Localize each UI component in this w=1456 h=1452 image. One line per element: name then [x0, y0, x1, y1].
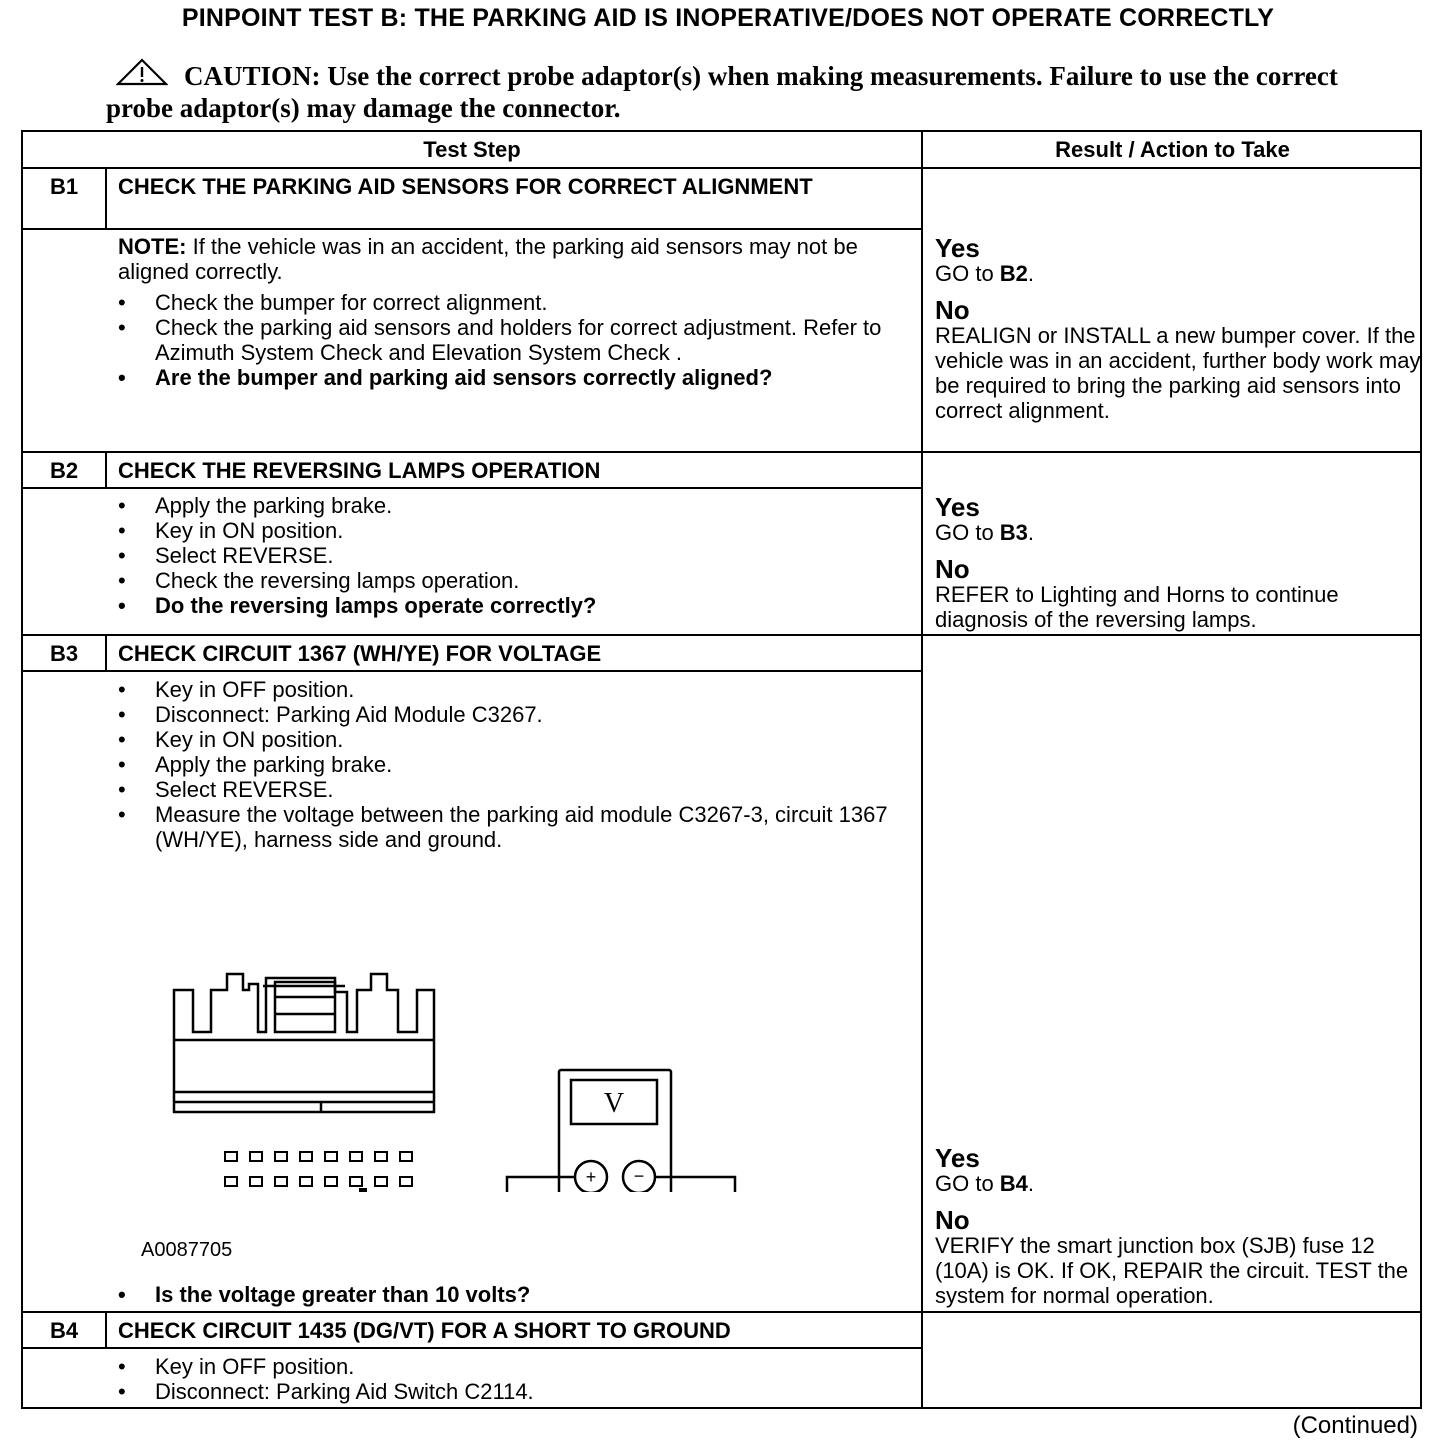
no-action-b1: REALIGN or INSTALL a new bumper cover. If the vehicle was in an accident, further body work may be required to bring the parking aid sensors into correct alignment.: [935, 323, 1421, 423]
meter-label: V: [603, 1088, 625, 1119]
page-title: PINPOINT TEST B: THE PARKING AID IS INOPERATIVE/DOES NOT OPERATE CORRECTLY: [181, 4, 1275, 32]
list-item: • Key in ON position.: [118, 518, 908, 543]
list-item: • Select REVERSE.: [118, 543, 908, 568]
question-b3: • Is the voltage greater than 10 volts?: [118, 1282, 908, 1307]
step-title-b3: CHECK CIRCUIT 1367 (WH/YE) FOR VOLTAGE: [118, 641, 602, 666]
step-title-b4: CHECK CIRCUIT 1435 (DG/VT) FOR A SHORT TO GROUND: [118, 1318, 731, 1343]
list-item: • Apply the parking brake.: [118, 752, 908, 777]
result-b2: Yes GO to B3. No REFER to Lighting and Horns to continue diagnosis of the reversing lamps.: [935, 494, 1421, 632]
list-item: • Key in ON position.: [118, 727, 908, 752]
step-id-b2: B2: [49, 458, 79, 483]
no-label: No: [935, 1205, 970, 1235]
list-item: • Disconnect: Parking Aid Switch C2114.: [118, 1379, 908, 1404]
result-b3: Yes GO to B4. No VERIFY the smart junction box (SJB) fuse 12 (10A) is OK. If OK, REPAIR the circuit. TEST the system for normal operation.: [935, 1145, 1421, 1308]
list-item: • Key in OFF position.: [118, 677, 908, 702]
continued-label: (Continued): [1292, 1412, 1418, 1439]
step-title-b2: CHECK THE REVERSING LAMPS OPERATION: [118, 458, 601, 483]
voltage-measurement-diagram: [163, 952, 783, 1192]
yes-label: Yes: [935, 233, 980, 263]
result-b1: Yes GO to B2. No REALIGN or INSTALL a new bumper cover. If the vehicle was in an accident, further body work may be required to bring the parking aid sensors into correct alignment.: [935, 233, 1421, 423]
yes-label: Yes: [935, 1143, 980, 1173]
list-item: • Check the reversing lamps operation.: [118, 568, 908, 593]
caution-text: CAUTION: Use the correct probe adaptor(s) when making measurements. Failure to use the correct probe adaptor(s) may damage the connector.: [106, 61, 1338, 123]
question-b2: • Do the reversing lamps operate correctly?: [118, 593, 908, 618]
svg-text:−: −: [633, 1166, 645, 1186]
no-action-b3: VERIFY the smart junction box (SJB) fuse 12 (10A) is OK. If OK, REPAIR the circuit. TEST the system for normal operation.: [935, 1233, 1409, 1308]
step-body-b3: [118, 677, 908, 852]
header-test-step: Test Step: [423, 137, 521, 162]
step-body-b4: [118, 1354, 908, 1404]
pinpoint-test-table: [21, 130, 1422, 1409]
question-b1: • Are the bumper and parking aid sensors correctly aligned?: [118, 365, 908, 390]
list-item: • Check the bumper for correct alignment.: [118, 290, 908, 315]
question-b3-wrap: [118, 1282, 908, 1307]
list-item: • Disconnect: Parking Aid Module C3267.: [118, 702, 908, 727]
note-b1: NOTE: If the vehicle was in an accident, the parking aid sensors may not be aligned correctly.: [118, 234, 858, 284]
no-label: No: [935, 295, 970, 325]
list-item: • Measure the voltage between the parking aid module C3267-3, circuit 1367 (WH/YE), harness side and ground.: [118, 802, 908, 852]
step-id-b1: B1: [49, 174, 79, 199]
svg-text:+: +: [585, 1167, 597, 1187]
step-title-b1: CHECK THE PARKING AID SENSORS FOR CORRECT ALIGNMENT: [118, 174, 813, 199]
step-id-b4: B4: [49, 1318, 79, 1343]
step-id-b3: B3: [49, 641, 79, 666]
caution-note: [106, 58, 1356, 124]
yes-label: Yes: [935, 492, 980, 522]
figure-id: A0087705: [141, 1239, 233, 1261]
no-label: No: [935, 554, 970, 584]
no-action-b2: REFER to Lighting and Horns to continue diagnosis of the reversing lamps.: [935, 582, 1339, 632]
step-body-b1: [118, 234, 908, 390]
header-result: Result / Action to Take: [1055, 137, 1290, 162]
step-body-b2: [118, 493, 908, 618]
list-item: • Check the parking aid sensors and holders for correct adjustment. Refer to Azimuth System Check and Elevation System Check .: [118, 315, 908, 365]
list-item: • Key in OFF position.: [118, 1354, 908, 1379]
list-item: • Apply the parking brake.: [118, 493, 908, 518]
warning-triangle-icon: [116, 58, 168, 88]
list-item: • Select REVERSE.: [118, 777, 908, 802]
